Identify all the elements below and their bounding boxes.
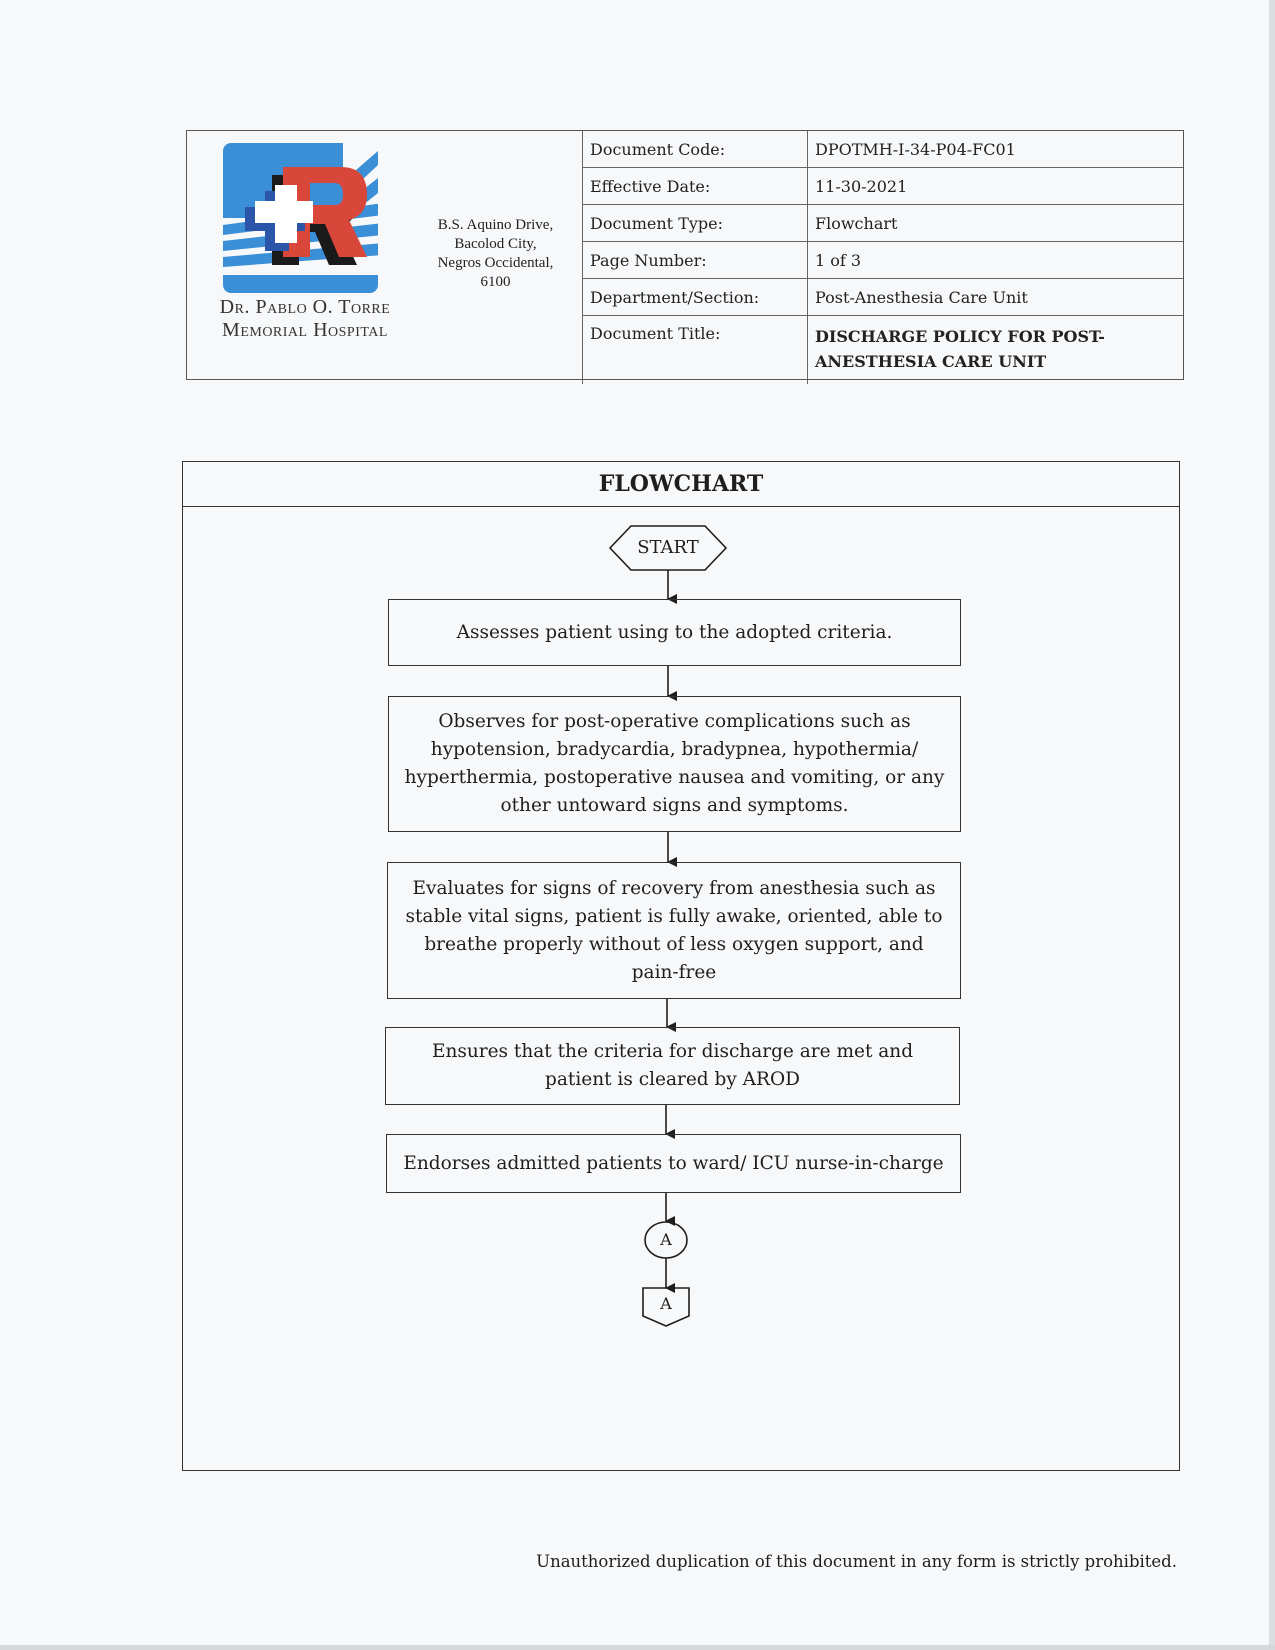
- meta-value: Post-Anesthesia Care Unit: [808, 279, 1184, 316]
- hospital-branding: [187, 131, 582, 379]
- meta-row-document-code: [583, 131, 1184, 168]
- document-title-line1: DISCHARGE POLICY FOR POST-: [815, 327, 1105, 346]
- address-line: B.S. Aquino Drive,: [437, 217, 554, 233]
- address-line: Bacolod City,: [454, 236, 537, 252]
- meta-label: Effective Date:: [583, 168, 808, 205]
- meta-label: Document Title:: [583, 316, 808, 385]
- flow-step-2: Observes for post-operative complications such as hypotension, bradycardia, bradypnea, hypothermia/ hyperthermia, postoperative nausea and vomiting, or any other untoward signs and symptoms.: [388, 696, 961, 832]
- flowchart-body: [183, 462, 1181, 1472]
- onpage-connector-label: A: [660, 1230, 672, 1249]
- hospital-name-line1: Dr. Pablo O. Torre: [219, 296, 391, 318]
- meta-label: Department/Section:: [583, 279, 808, 316]
- page-edge-bottom: [0, 1645, 1275, 1650]
- meta-label: Document Code:: [583, 131, 808, 168]
- hospital-name: [195, 296, 415, 342]
- flow-step-1: Assesses patient using to the adopted criteria.: [388, 599, 961, 666]
- hospital-logo-icon: [223, 143, 383, 298]
- flow-step-3: Evaluates for signs of recovery from anesthesia such as stable vital signs, patient is fully awake, oriented, able to breathe properly without of less oxygen support, and pain-free: [387, 862, 961, 999]
- document-title-line2: ANESTHESIA CARE UNIT: [815, 352, 1047, 371]
- flowchart-title: FLOWCHART: [183, 462, 1179, 507]
- meta-row-document-type: [583, 205, 1184, 242]
- meta-row-department: [583, 279, 1184, 316]
- document-header: [186, 130, 1184, 380]
- meta-label: Page Number:: [583, 242, 808, 279]
- address-line: 6100: [480, 274, 511, 290]
- start-terminator: START: [637, 537, 699, 558]
- meta-row-page-number: [583, 242, 1184, 279]
- document-meta-table: [582, 131, 1183, 384]
- hospital-name-line2: Memorial Hospital: [222, 319, 388, 341]
- flowchart-frame: [182, 461, 1180, 1471]
- meta-row-effective-date: [583, 168, 1184, 205]
- offpage-connector-label: A: [660, 1294, 672, 1313]
- meta-value: 1 of 3: [808, 242, 1184, 279]
- footer-notice: Unauthorized duplication of this document in any form is strictly prohibited.: [536, 1552, 1177, 1571]
- document-title: [808, 316, 1184, 385]
- meta-value: 11-30-2021: [808, 168, 1184, 205]
- hospital-address: [413, 216, 578, 292]
- page-edge-right: [1269, 0, 1275, 1650]
- meta-value: Flowchart: [808, 205, 1184, 242]
- flow-step-4: Ensures that the criteria for discharge are met and patient is cleared by AROD: [385, 1027, 960, 1105]
- meta-label: Document Type:: [583, 205, 808, 242]
- flow-step-5: Endorses admitted patients to ward/ ICU nurse-in-charge: [386, 1134, 961, 1193]
- meta-value: DPOTMH-I-34-P04-FC01: [808, 131, 1184, 168]
- address-line: Negros Occidental,: [437, 255, 554, 271]
- meta-row-document-title: [583, 316, 1184, 385]
